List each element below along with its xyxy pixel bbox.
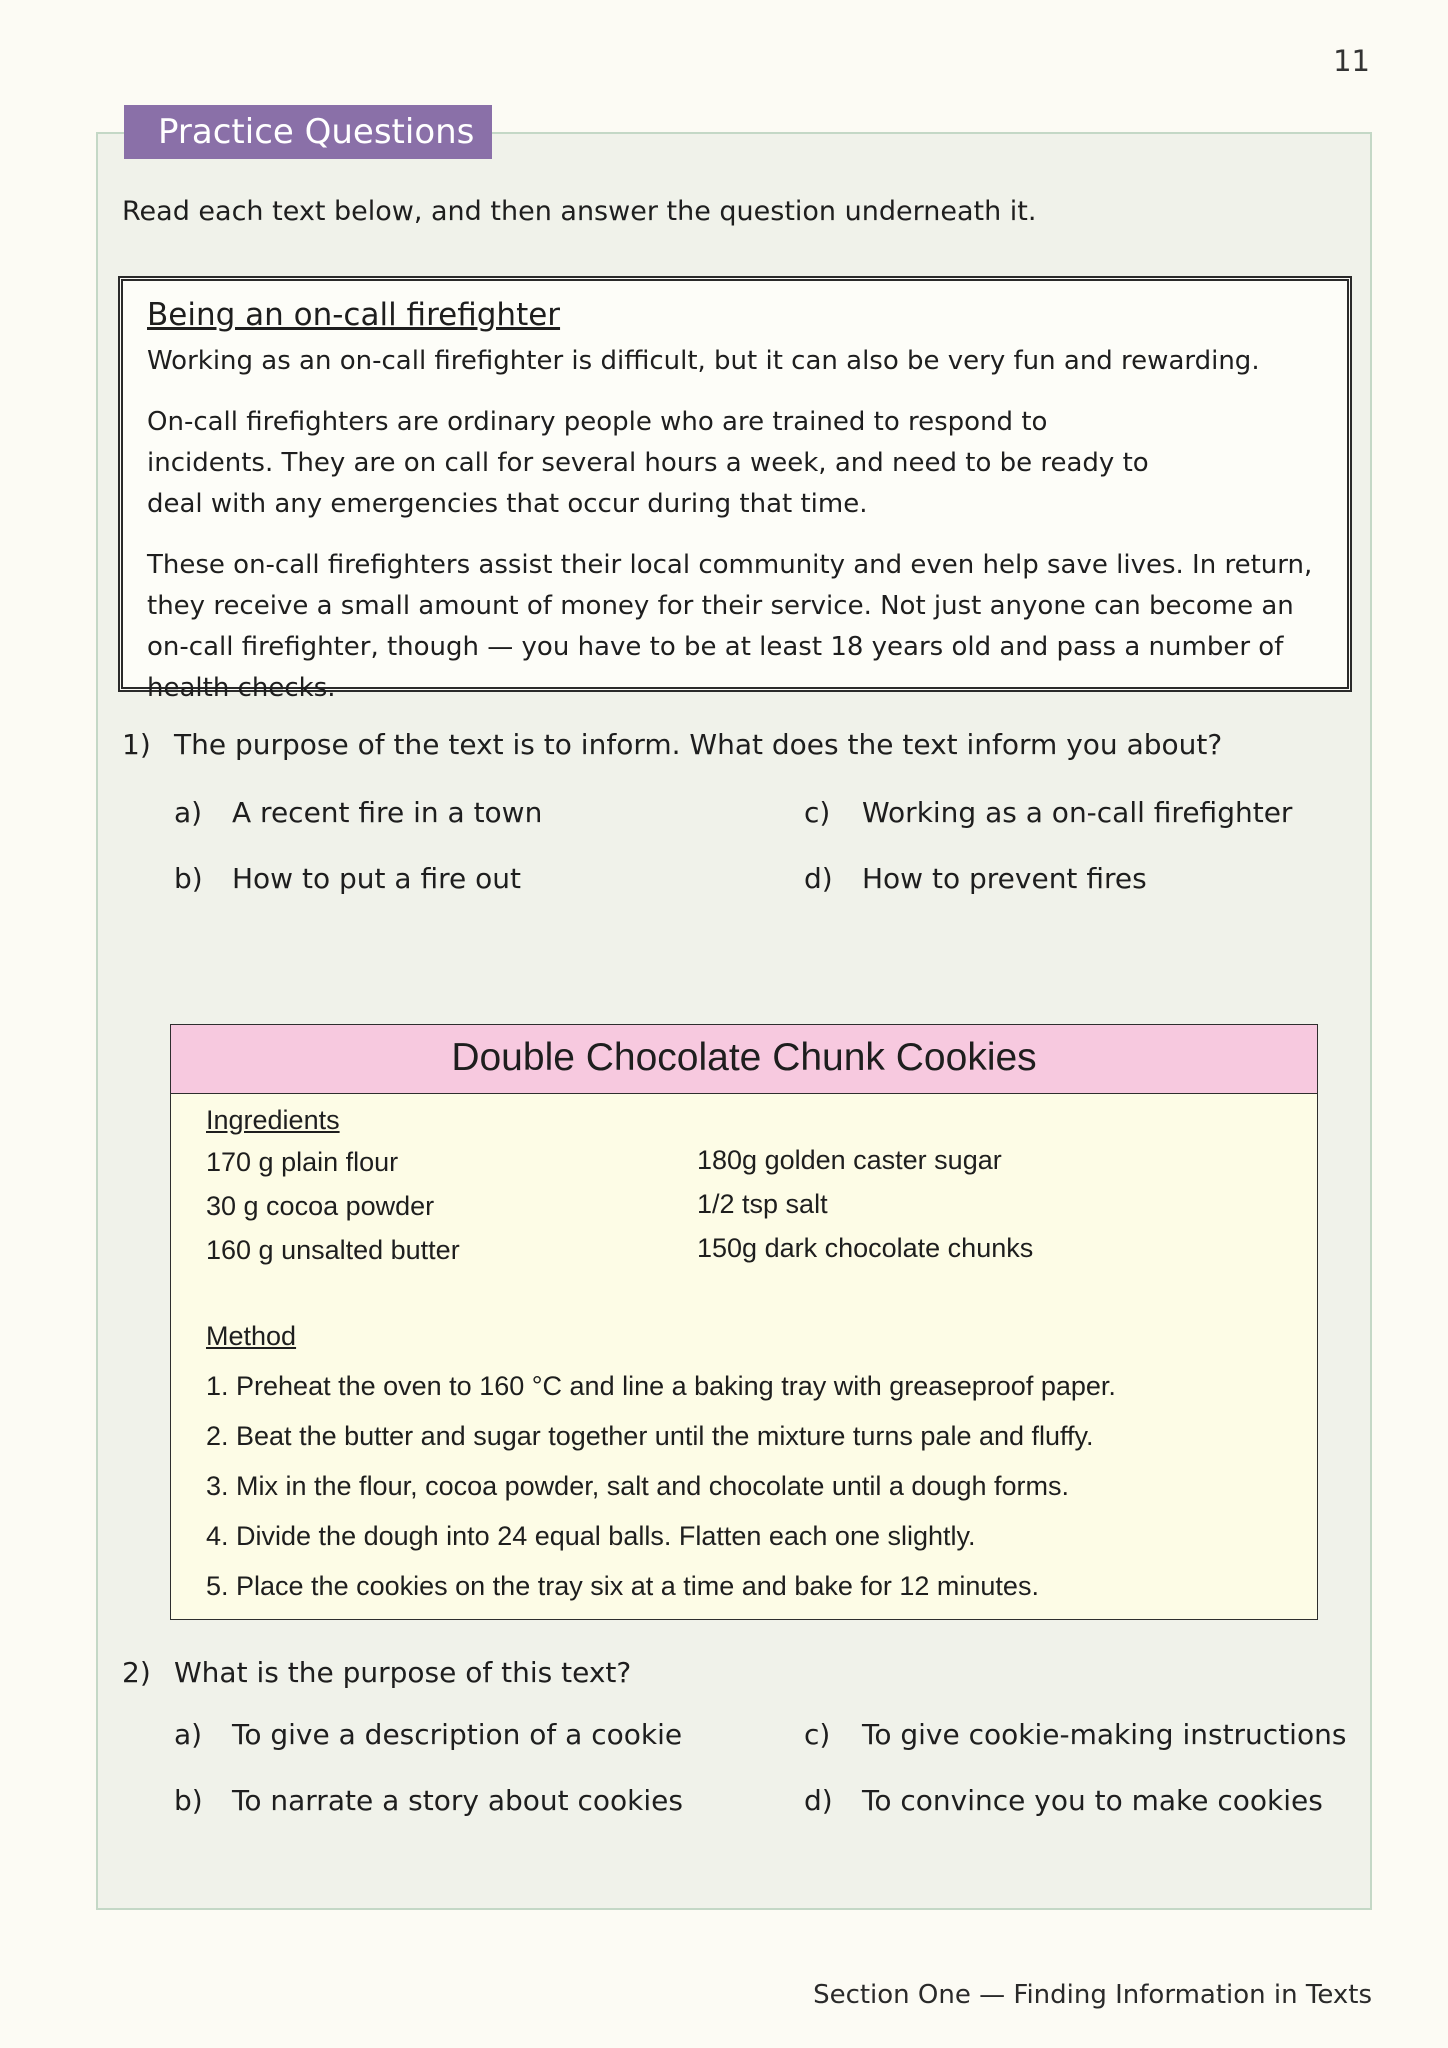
question-number: 1) [122,728,151,761]
option-letter: b) [174,862,203,895]
text-title: Being an on-call firefighter [147,297,561,333]
ingredients-heading: Ingredients [206,1105,340,1135]
answer-option[interactable] [174,862,521,895]
panel-title: Practice Questions [124,105,492,159]
ingredient-item: 1/2 tsp salt [697,1189,828,1219]
option-text: A recent fire in a town [232,796,543,829]
firefighter-text-box [118,276,1352,703]
method-step: 3. Mix in the flour, cocoa powder, salt and chocolate until a dough forms. [206,1471,1069,1501]
method-step: 1. Preheat the oven to 160 °C and line a baking tray with greaseproof paper. [206,1371,1116,1401]
option-letter: d) [804,862,833,895]
method-step: 2. Beat the butter and sugar together until the mixture turns pale and fluffy. [206,1421,1094,1451]
question-number: 2) [122,1656,151,1689]
answer-option[interactable] [804,796,1292,829]
recipe-title: Double Chocolate Chunk Cookies [171,1025,1317,1094]
recipe-box [170,1024,1318,1620]
method-step: 5. Place the cookies on the tray six at a time and bake for 12 minutes. [206,1571,1039,1601]
answer-option[interactable] [174,1784,683,1817]
option-letter: c) [804,796,831,829]
panel-intro: Read each text below, and then answer the question underneath it. [122,196,1037,227]
option-text: How to put a fire out [232,862,521,895]
method-heading: Method [206,1321,297,1351]
option-text: To give a description of a cookie [232,1718,683,1751]
answer-option[interactable] [804,862,1147,895]
answer-option[interactable] [804,1784,1323,1817]
question-text: What is the purpose of this text? [174,1656,632,1689]
option-text: To convince you to make cookies [862,1784,1323,1817]
option-letter: d) [804,1784,833,1817]
ingredient-item: 170 g plain flour [206,1147,399,1177]
option-text: Working as a on-call firefighter [862,796,1293,829]
question-text: The purpose of the text is to inform. What does the text inform you about? [174,728,1223,761]
method-step: 4. Divide the dough into 24 equal balls. Flatten each one slightly. [206,1521,976,1551]
option-letter: b) [174,1784,203,1817]
answer-option[interactable] [174,1718,682,1751]
option-text: To give cookie-making instructions [862,1718,1347,1751]
option-text: To narrate a story about cookies [232,1784,683,1817]
ingredient-item: 150g dark chocolate chunks [697,1233,1034,1263]
option-letter: c) [804,1718,831,1751]
option-text: How to prevent fires [862,862,1147,895]
ingredient-item: 160 g unsalted butter [206,1235,460,1265]
ingredient-item: 30 g cocoa powder [206,1191,435,1221]
answer-option[interactable] [174,796,542,829]
page-footer: Section One — Finding Information in Texts [813,1980,1372,2010]
answer-option[interactable] [804,1718,1346,1751]
page-number: 11 [1333,44,1370,78]
option-letter: a) [174,796,203,829]
option-letter: a) [174,1718,203,1751]
text-paragraph: Working as an on-call firefighter is difficult, but it can also be very fun and rewarding. [147,346,1260,376]
ingredient-item: 180g golden caster sugar [697,1145,1002,1175]
text-paragraph: On-call firefighters are ordinary people who are trained to respond to incidents. They are on call for several hours a week, and need to be ready to deal with any emergencies that occur during that time. [147,407,1149,519]
text-paragraph: These on-call firefighters assist their local community and even help save lives. In return, they receive a small amount of money for their service. Not just anyone can become an on-call firefighter, though — you have to be at least 18 years old and pass a number of health checks. [147,550,1313,703]
